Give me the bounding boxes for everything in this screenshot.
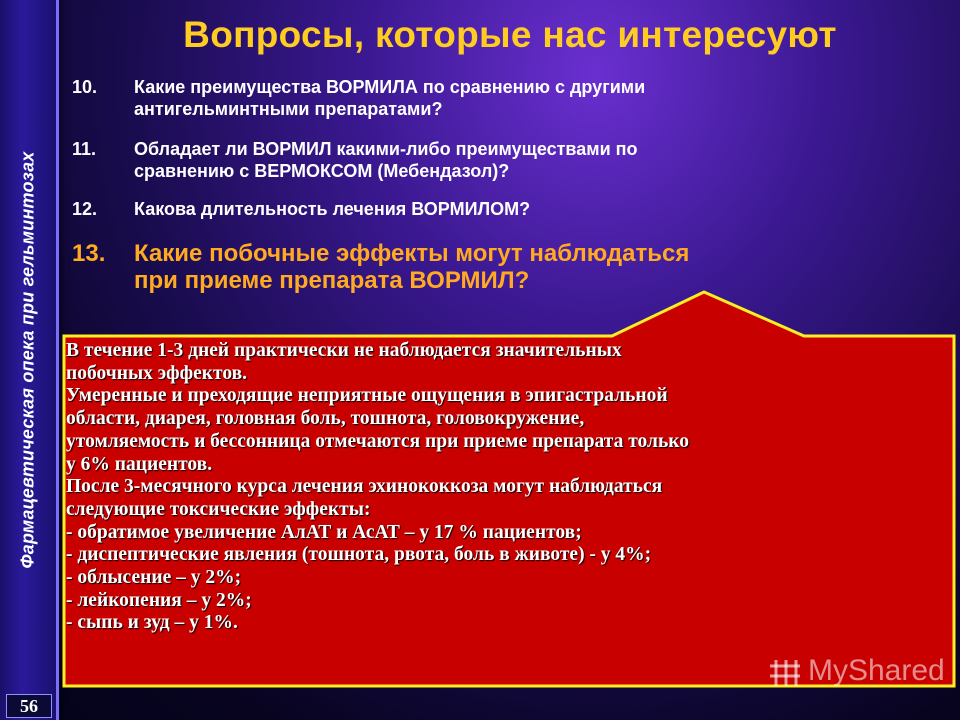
question-line: Какие преимущества ВОРМИЛА по сравнению с другими bbox=[134, 77, 646, 97]
answer-text bbox=[66, 340, 931, 680]
answer-line: у 6% пациентов. bbox=[66, 453, 213, 475]
question-line: антигельминтными препаратами? bbox=[134, 99, 443, 119]
answer-line: побочных эффектов. bbox=[66, 362, 247, 384]
slide-title: Вопросы, которые нас интересуют bbox=[183, 14, 837, 55]
question-text: Какова длительность лечения ВОРМИЛОМ? bbox=[134, 199, 531, 219]
answer-line: области, диарея, головная боль, тошнота, головокружение, bbox=[66, 408, 585, 430]
answer-line: - сыпь и зуд – у 1%. bbox=[66, 612, 238, 634]
question-line: сравнению с ВЕРМОКСОМ (Мебендазол)? bbox=[134, 161, 510, 181]
answer-line: После 3-месячного курса лечения эхинококкоза могут наблюдаться bbox=[66, 476, 663, 498]
answer-line: - диспептические явления (тошнота, рвота, боль в животе) - у 4%; bbox=[66, 544, 652, 566]
question-line: при приеме препарата ВОРМИЛ? bbox=[134, 267, 530, 294]
answer-line: - обратимое увеличение АлАТ и АсАТ – у 17 % пациентов; bbox=[66, 521, 582, 543]
answer-line: В течение 1-3 дней практически не наблюдается значительных bbox=[66, 340, 622, 361]
watermark-logo-icon bbox=[768, 656, 802, 690]
question-number: 10. bbox=[72, 77, 98, 97]
question-number: 12. bbox=[72, 199, 98, 219]
watermark-text: MyShared bbox=[808, 654, 945, 687]
question-number: 11. bbox=[72, 139, 97, 159]
question-number: 13. bbox=[72, 240, 106, 267]
question-line: Какие побочные эффекты могут наблюдаться bbox=[134, 240, 690, 267]
answer-line: следующие токсические эффекты: bbox=[66, 498, 371, 520]
page-number: 56 bbox=[6, 694, 52, 718]
sidebar-vertical-text: Фармацевтическая опека при гельминтозах bbox=[17, 151, 38, 569]
answer-line: - лейкопения – у 2%; bbox=[66, 589, 252, 611]
answer-line: Умеренные и преходящие неприятные ощущения в эпигастральной bbox=[66, 385, 668, 407]
answer-line: - облысение – у 2%; bbox=[66, 567, 242, 589]
answer-line: утомляемость и бессонница отмечаются при приеме препарата только bbox=[66, 430, 690, 452]
question-line: Обладает ли ВОРМИЛ какими-либо преимуществами по bbox=[134, 139, 638, 159]
